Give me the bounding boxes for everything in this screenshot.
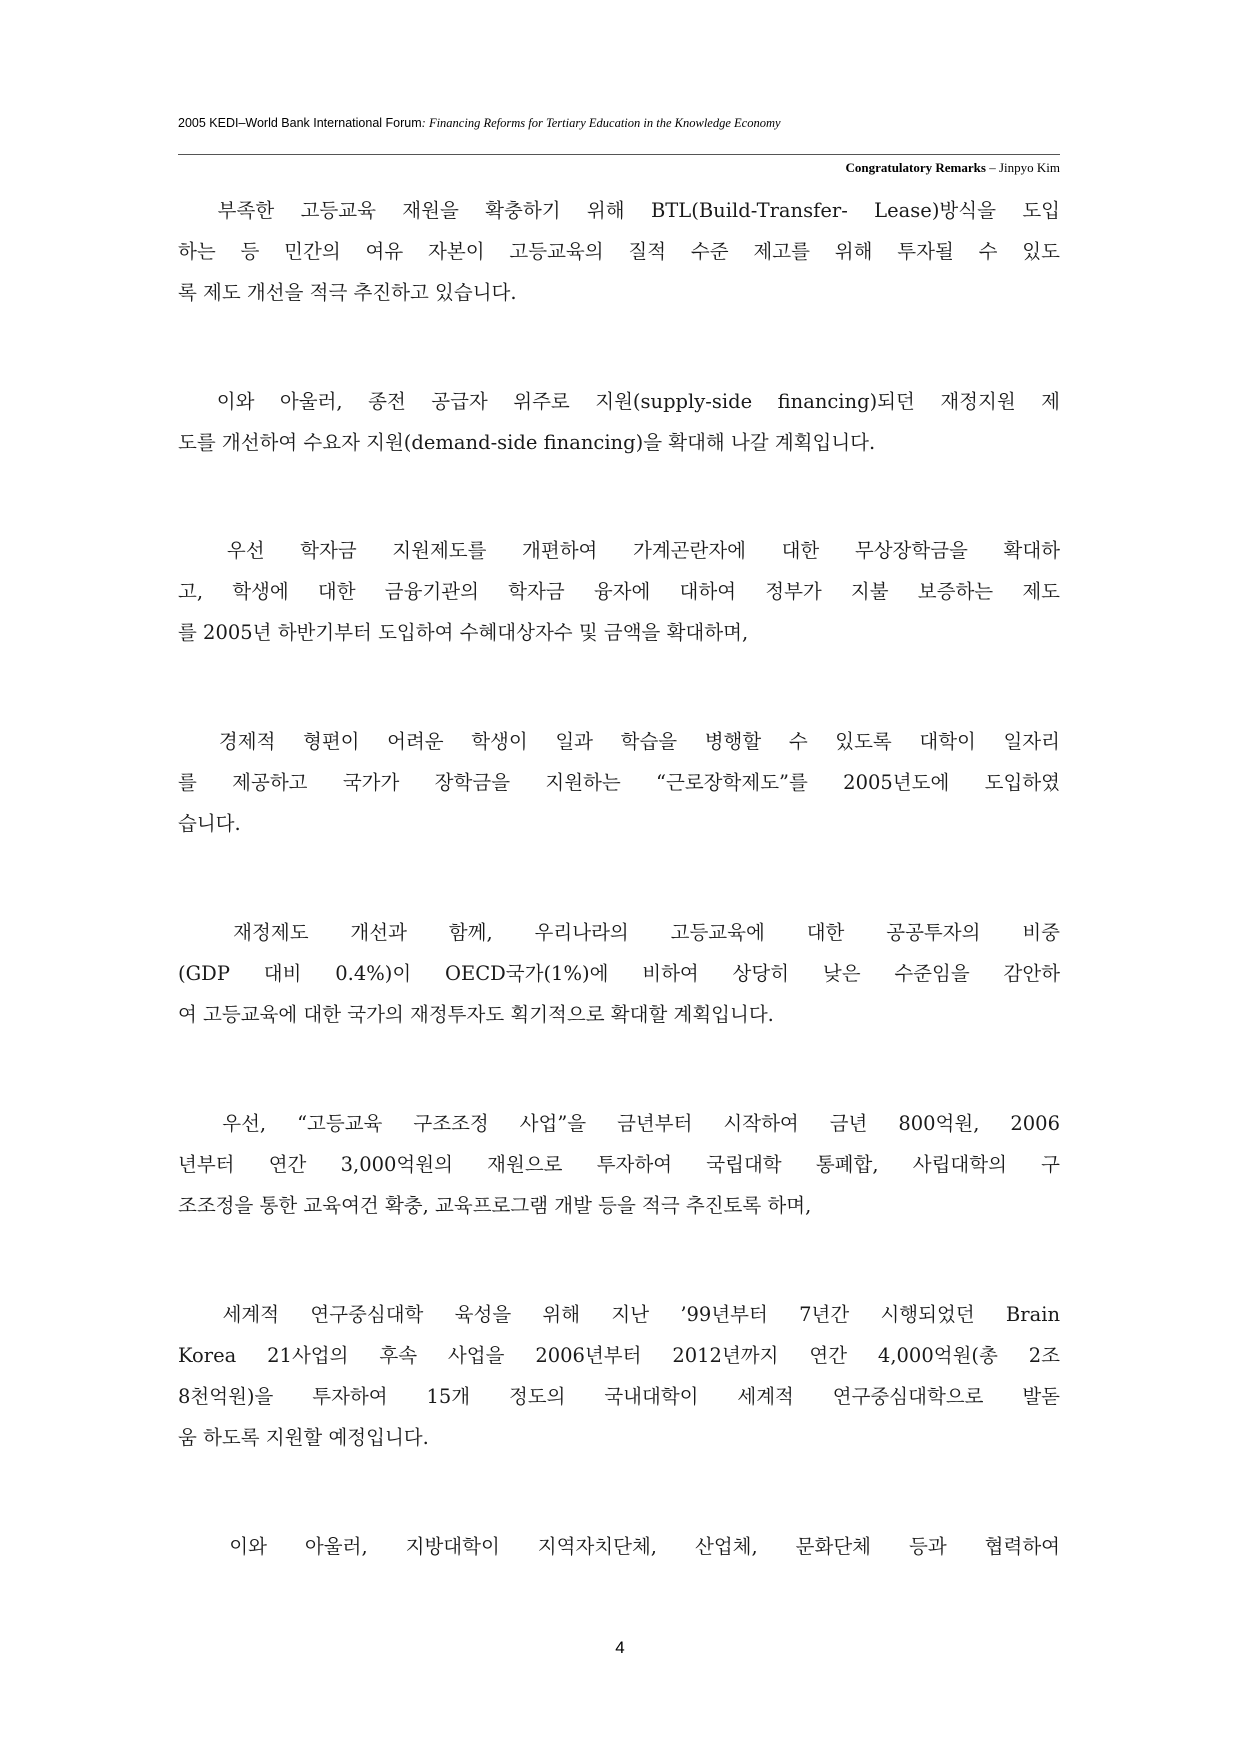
text-line: 고, 학생에 대한 금융기관의 학자금 융자에 대하여 정부가 지불 보증하는 제도 [178,580,1060,603]
paragraph [178,1103,1060,1226]
paragraph [178,721,1060,844]
paragraph [178,530,1060,653]
text-line: 를 제공하고 국가가 장학금을 지원하는 “근로장학제도”를 2005년도에 도입하였 [178,771,1060,794]
text-line: 이와 아울러, 종전 공급자 위주로 지원(supply-side financing)되던 재정지원 제 [178,390,1060,413]
remarks-label: Congratulatory Remarks [845,160,986,175]
text-line: 하는 등 민간의 여유 자본이 고등교육의 질적 수준 제고를 위해 투자될 수 있도 [178,240,1060,263]
header-divider [178,154,1060,155]
forum-title: 2005 KEDI–World Bank International Forum [178,116,422,130]
text-line: 년부터 연간 3,000억원의 재원으로 투자하여 국립대학 통폐합, 사립대학의 구 [178,1153,1060,1176]
remarks-author: Jinpyo Kim [998,160,1060,175]
text-line: 경제적 형편이 어려운 학생이 일과 학습을 병행할 수 있도록 대학이 일자리 [178,730,1060,753]
text-line: 조조정을 통한 교육여건 확충, 교육프로그램 개발 등을 적극 추진토록 하며, [178,1194,812,1217]
paragraph [178,1294,1060,1458]
text-line: 이와 아울러, 지방대학이 지역자치단체, 산업체, 문화단체 등과 협력하여 [178,1535,1060,1558]
text-line: 세계적 연구중심대학 육성을 위해 지난 ’99년부터 7년간 시행되었던 Brain [178,1303,1060,1326]
paragraph [178,1526,1060,1567]
text-line: 우선, “고등교육 구조조정 사업”을 금년부터 시작하여 금년 800억원, 2006 [178,1112,1060,1135]
forum-subtitle: : Financing Reforms for Tertiary Education in the Knowledge Economy [421,116,781,130]
remarks-separator: – [985,160,999,175]
text-line: 를 2005년 하반기부터 도입하여 수혜대상자수 및 금액을 확대하며, [178,621,749,644]
text-line: 여 고등교육에 대한 국가의 재정투자도 획기적으로 확대할 계획입니다. [178,1003,774,1026]
text-line: 움 하도록 지원할 예정입니다. [178,1426,429,1449]
text-line: 습니다. [178,812,241,835]
paragraph [178,381,1060,463]
page-number: 4 [615,1638,625,1657]
text-line: 록 제도 개선을 적극 추진하고 있습니다. [178,281,517,304]
running-header [178,116,1078,131]
text-line: 8천억원)을 투자하여 15개 정도의 국내대학이 세계적 연구중심대학으로 발돋 [178,1385,1060,1408]
text-line: (GDP 대비 0.4%)이 OECD국가(1%)에 비하여 상당히 낮은 수준임을 감안하 [178,962,1060,985]
paragraph [178,190,1060,313]
text-line: Korea 21사업의 후속 사업을 2006년부터 2012년까지 연간 4,000억원(총 2조 [178,1344,1060,1367]
section-label [845,160,1060,176]
text-line: 도를 개선하여 수요자 지원(demand-side financing)을 확대해 나갈 계획입니다. [178,431,876,454]
text-line: 우선 학자금 지원제도를 개편하여 가계곤란자에 대한 무상장학금을 확대하 [178,539,1060,562]
text-line: 부족한 고등교육 재원을 확충하기 위해 BTL(Build-Transfer- Lease)방식을 도입 [178,199,1060,222]
paragraph [178,912,1060,1035]
text-line: 재정제도 개선과 함께, 우리나라의 고등교육에 대한 공공투자의 비중 [178,921,1060,944]
